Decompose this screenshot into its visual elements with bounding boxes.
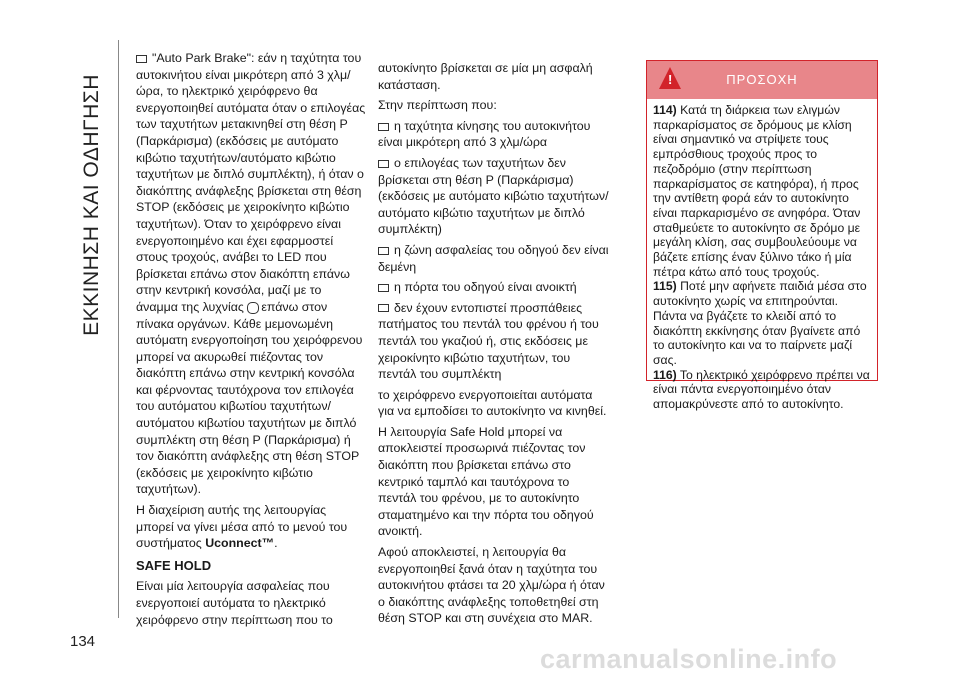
paragraph-uconnect: Η διαχείριση αυτής της λειτουργίας μπορεί να γίνει μέσα από το μενού του συστήματος Uconnect™. (136, 503, 348, 551)
heading-safe-hold: SAFE HOLD (136, 557, 212, 573)
paragraph: Αφού αποκλειστεί, η λειτουργία θα ενεργοποιηθεί ξανά όταν η ταχύτητα του αυτοκινήτου φτάσει τα 20 χλμ/ώρα ή όταν ο διακόπτης ανάφλεξης τοποθετηθεί στη θέση STOP και στη συνέχεια στο MAR. (378, 545, 605, 626)
paragraph-auto-park-brake: "Auto Park Brake": εάν η ταχύτητα του αυτοκινήτου είναι μικρότερη από 3 χλμ/ώρα, το ηλεκτρικό χειρόφρενο θα ενεργοποιηθεί αυτόματα όταν ο επιλογέας των ταχυτήτων μετακινηθεί στη θέση P (Παρκάρισμα) (εκδόσεις με αυτόματο κιβώτιο ταχυτήτων/αυτόματο κιβώτιο ταχυτήτων με διπλό συμπλέκτη), ή όταν ο διακόπτης ανάφλεξης βρίσκεται στη θέση STOP (εκδόσεις με χειροκίνητο κιβώτιο ταχυτήτων). Όταν το χειρόφρενο είναι ενεργοποιημένο και έχει εφαρμοστεί στους τροχούς, ανάβει το LED που βρίσκεται επάνω στον διακόπτη επάνω στην κεντρική κονσόλα, μαζί με το άναμμα της λυχνίας επάνω στον πίνακα οργάνων. Κάθε μεμονωμένη αυτόματη ενεργοποίηση του χειρόφρενου μπορεί να ακυρωθεί πιέζοντας τον διακόπτη επάνω στην κεντρική κονσόλα και φέρνοντας ταυτόχρονα τον επιλογέα του αυτόματου κιβωτίου ταχυτήτων/αυτόματου κιβωτίου ταχυτήτων με διπλό συμπλέκτη στη θέση P (Παρκάρισμα) ή τον διακόπτη ανάφλεξης στη θέση STOP (εκδόσεις με χειροκίνητο κιβώτιο ταχυτήτων). (136, 51, 366, 497)
list-item: η ζώνη ασφαλείας του οδηγού δεν είναι δεμένη (378, 242, 609, 274)
paragraph: Στην περίπτωση που: (378, 98, 497, 113)
warning-item: 114) Κατά τη διάρκεια των ελιγμών παρκαρίσματος σε δρόμους με κλίση είναι σημαντικό να στρίψετε τους εμπρόσθιους τροχούς προς το πεζοδρόμιο (στην περίπτωση παρκαρίσματος σε κατηφόρα), ή προς την αντίθετη φορά εάν το αυτοκίνητο είναι παρκαρισμένο σε ανηφόρα. Όταν σταθμεύετε το αυτοκίνητο σε δρόμο με μεγάλη κλίση, σας συμβουλεύουμε να βάζετε επίσης έναν ξύλινο τάκο ή μία πέτρα κάτω από τους τροχούς. (653, 103, 861, 279)
warning-item: 115) Ποτέ μην αφήνετε παιδιά μέσα στο αυτοκίνητο χωρίς να επιτηρούνται. Πάντα να βγάζετε το κλειδί από το διακόπτη εκκίνησης όταν βγαίνετε από το αυτοκίνητο και να το παίρνετε μαζί σας. (653, 279, 867, 367)
list-item: ο επιλογέας των ταχυτήτων δεν βρίσκεται στη θέση P (Παρκάρισμα) (εκδόσεις με αυτόματο κιβώτιο ταχυτήτων/αυτόματο κιβώτιο ταχυτήτων με διπλό συμπλέκτη) (378, 155, 609, 237)
paragraph: αυτοκίνητο βρίσκεται σε μία μη ασφαλή κατάσταση. (378, 61, 593, 92)
paragraph: Η λειτουργία Safe Hold μπορεί να αποκλειστεί προσωρινά πιέζοντας τον διακόπτη που βρίσκεται επάνω στο κεντρικό ταμπλό και ταυτόχρονα το πεντάλ του φρένου, με το αυτοκίνητο σταματημένο και την πόρτα του οδηγού ανοικτή. (378, 424, 594, 539)
warning-item: 116) Το ηλεκτρικό χειρόφρενο πρέπει να είναι πάντα ενεργοποιημένο όταν απομακρύνεστε από το αυτοκίνητο. (653, 367, 870, 412)
warning-triangle-icon: ! (659, 67, 681, 89)
warning-body (647, 99, 877, 416)
list-item: η ταχύτητα κίνησης του αυτοκινήτου είναι μικρότερη από 3 χλμ/ώρα (378, 118, 610, 151)
watermark: carmanualsonline.info (540, 644, 838, 674)
column-2 (378, 60, 610, 631)
column-1 (136, 50, 366, 632)
warning-title: ΠΡΟΣΟΧΗ (726, 72, 798, 87)
list-item: η πόρτα του οδηγού είναι ανοικτή (378, 279, 610, 296)
section-title-vertical: ΕΚΚΙΝΗΣΗ ΚΑΙ ΟΔΗΓΗΣΗ (80, 74, 103, 336)
page-number: 134 (70, 633, 96, 650)
paragraph-safe-hold-intro: Είναι μία λειτουργία ασφαλείας που ενεργοποιεί αυτόματα το ηλεκτρικό χειρόφρενο στην περίπτωση που το (136, 579, 333, 627)
parking-brake-lamp-icon (247, 302, 259, 314)
divider (118, 40, 119, 618)
paragraph: το χειρόφρενο ενεργοποιείται αυτόματα για να εμποδίσει το αυτοκίνητο να κινηθεί. (378, 387, 607, 419)
warning-header (647, 61, 877, 99)
list-item: δεν έχουν εντοπιστεί προσπάθειες πατήματος του πεντάλ του φρένου ή του πεντάλ του γκαζιού ή, στις εκδόσεις με χειροκίνητο κιβώτιο ταχυτήτων, του πεντάλ του συμπλέκτη (378, 300, 610, 383)
warning-box (646, 60, 878, 412)
